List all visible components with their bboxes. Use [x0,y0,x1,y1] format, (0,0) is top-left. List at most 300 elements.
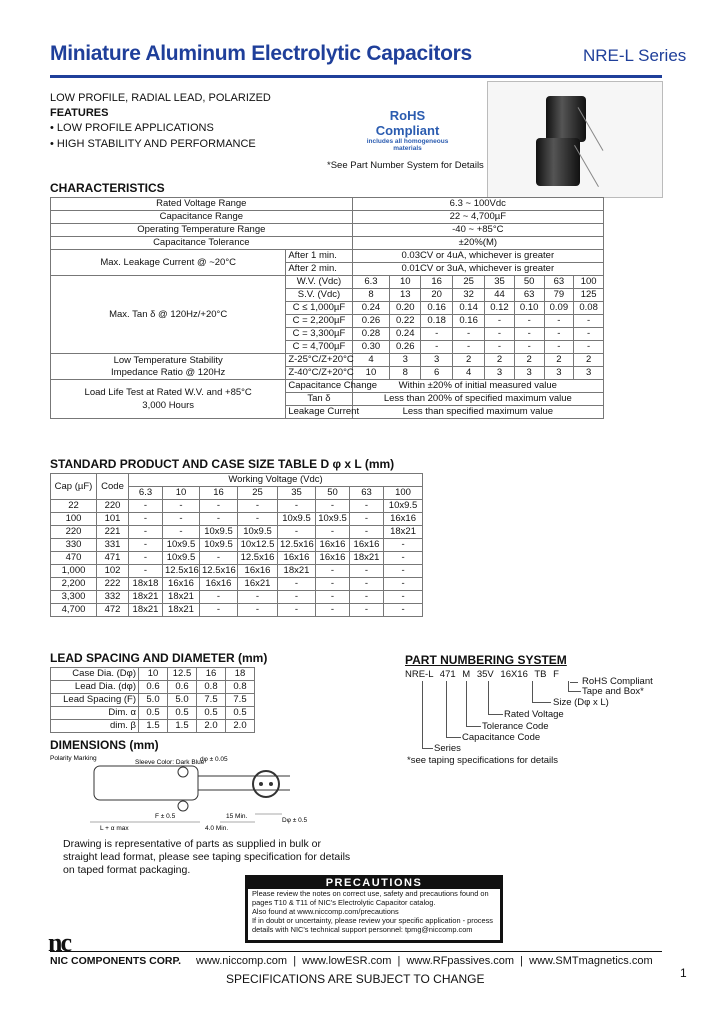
table-cell: - [453,328,485,341]
precautions-line: If in doubt or uncertainty, please review your specific application - process [252,916,493,925]
characteristics-heading: CHARACTERISTICS [50,181,165,195]
table-row [51,224,604,237]
connector-line [488,681,503,715]
capacitor-photo [487,81,663,198]
table-cell: - [350,578,384,591]
table-cell: 5.0 [139,694,168,707]
table-cell: 6.3 [352,276,390,289]
table-cell: 100 [574,276,604,289]
table-cell: - [316,591,350,604]
table-cell: 35 [485,276,515,289]
table-cell: 18 [226,668,255,681]
table-cell: - [163,526,200,539]
table-cell: - [200,500,238,513]
table-cell: 6 [421,367,453,380]
table-cell: 16x16 [278,552,316,565]
table-cell: - [278,604,316,617]
part-number-codes [405,669,559,680]
table-row [51,354,604,367]
table-cell: dim. β [51,720,139,733]
table-cell: - [238,513,278,526]
table-row [51,720,255,733]
table-cell: 16x16 [384,513,423,526]
pn-label: RoHS Compliant [582,676,653,687]
pn-note: *see taping specifications for details [407,755,559,766]
table-cell: - [453,341,485,354]
table-cell: 1,000 [51,565,97,578]
table-cell: 0.8 [226,681,255,694]
table-cell: 221 [97,526,129,539]
capacitor-image [546,96,586,142]
table-cell: - [316,604,350,617]
table-row [51,707,255,720]
table-cell: - [316,500,350,513]
table-cell: 16x16 [238,565,278,578]
table-cell: 0.8 [197,681,226,694]
table-cell: 0.16 [453,315,485,328]
table-row [51,276,604,289]
table-cell: 0.24 [390,328,421,341]
end-view-outline [253,771,279,797]
page-title: Miniature Aluminum Electrolytic Capacitors [50,42,472,65]
table-cell: 50 [514,276,544,289]
table-cell: 10x9.5 [384,500,423,513]
table-cell: - [238,500,278,513]
table-cell: 3 [574,367,604,380]
table-cell: - [278,526,316,539]
table-cell: 0.22 [390,315,421,328]
table-cell: 0.6 [168,681,197,694]
table-cell: Code [97,474,129,500]
table-cell: - [421,341,453,354]
table-cell: - [129,552,163,565]
table-cell: 222 [97,578,129,591]
lead-table [50,667,255,733]
table-cell: 16x16 [200,578,238,591]
title-rule [50,75,662,78]
table-cell: 100 [51,513,97,526]
table-cell: - [316,578,350,591]
lead-hole [269,782,273,786]
table-cell: 2.0 [226,720,255,733]
table-cell: 471 [97,552,129,565]
table-cell: 20 [421,289,453,302]
table-cell: 0.09 [544,302,574,315]
precautions-line: details with NIC's technical support personnel: tpmg@niccomp.com [252,925,473,934]
table-cell: 22 [51,500,97,513]
table-cell: 63 [350,487,384,500]
precautions-line: pages T10 & T11 of NIC's Electrolytic Capacitor catalog. [252,898,436,907]
table-cell: Z-40°C/Z+20°C [286,367,352,380]
rohs-line3: includes all homogeneous materials [366,138,449,152]
lead-table-heading: LEAD SPACING AND DIAMETER (mm) [50,651,268,665]
text-span: TB [534,669,547,680]
table-cell: 50 [316,487,350,500]
table-cell: 0.03CV or 4uA, whichever is greater [352,250,603,263]
capacitor-body-outline [94,766,198,800]
table-cell: 0.5 [139,707,168,720]
table-cell: 7.5 [226,694,255,707]
dim-label: Sleeve Color: Dark Blue [135,759,205,766]
table-cell: 10x12.5 [238,539,278,552]
table-cell: - [129,565,163,578]
table-cell: - [514,328,544,341]
table-cell: 0.30 [352,341,390,354]
table-cell: - [350,565,384,578]
table-cell: 470 [51,552,97,565]
table-cell: 0.20 [390,302,421,315]
table-row [51,578,423,591]
table-cell: 1.5 [139,720,168,733]
table-cell: 8 [390,367,421,380]
rohs-badge [355,108,460,152]
table-cell: C = 2,200µF [286,315,352,328]
table-cell: Working Voltage (Vdc) [129,474,423,487]
table-cell: - [384,591,423,604]
table-row [51,552,423,565]
characteristics-table [50,197,604,419]
table-cell: 0.26 [390,341,421,354]
table-cell: - [574,315,604,328]
table-cell: - [129,526,163,539]
table-cell: - [384,578,423,591]
connector-line [532,681,551,703]
dim-label: 15 Min. [226,813,248,820]
table-cell: - [129,513,163,526]
table-cell: After 1 min. [286,250,352,263]
table-cell: 13 [390,289,421,302]
table-cell: 3 [514,367,544,380]
connector-line [422,681,433,749]
table-cell: 330 [51,539,97,552]
text-span: NRE-L [405,669,434,680]
dim-label: F ± 0.5 [155,813,176,820]
table-cell: - [238,604,278,617]
disclaimer: SPECIFICATIONS ARE SUBJECT TO CHANGE [226,972,485,986]
table-cell: - [350,604,384,617]
table-cell: C = 3,300µF [286,328,352,341]
text-span: 35V [476,669,494,680]
rohs-line2: Compliant [375,123,440,138]
table-cell: - [384,539,423,552]
table-cell: 3 [421,354,453,367]
part-numbering-heading: PART NUMBERING SYSTEM [405,653,567,667]
table-row [51,694,255,707]
lead-hole [259,782,263,786]
pn-label: Rated Voltage [504,709,564,720]
dim-label: L + α max [100,825,129,832]
table-cell: 18x21 [129,591,163,604]
table-cell: 16x16 [316,552,350,565]
table-cell: 0.01CV or 3uA, whichever is greater [352,263,603,276]
table-cell: - [574,341,604,354]
table-cell: 220 [51,526,97,539]
table-cell: ±20%(M) [352,237,603,250]
table-cell: 63 [544,276,574,289]
table-cell: - [163,500,200,513]
dimensions-drawing [50,752,320,834]
table-cell: 12.5x16 [163,565,200,578]
table-cell: 101 [97,513,129,526]
table-cell: 16x21 [238,578,278,591]
table-cell: 16 [200,487,238,500]
text-span: F [553,669,559,680]
company-name: NIC COMPONENTS CORP. [50,955,182,967]
table-cell: 18x21 [129,604,163,617]
table-cell: 220 [97,500,129,513]
table-cell: - [384,552,423,565]
pn-label: Series [434,743,461,754]
table-cell: 10x9.5 [238,526,278,539]
table-cell: 0.5 [226,707,255,720]
table-cell: - [485,328,515,341]
table-cell: - [384,604,423,617]
table-cell: 16x16 [350,539,384,552]
table-cell: 0.26 [352,315,390,328]
table-cell: Z-25°C/Z+20°C [286,354,352,367]
table-cell: 0.10 [514,302,544,315]
dimensions-heading: DIMENSIONS (mm) [50,738,159,752]
table-cell: 63 [514,289,544,302]
table-cell: 18x21 [384,526,423,539]
standard-table-heading: STANDARD PRODUCT AND CASE SIZE TABLE D φ x L (mm) [50,457,395,471]
table-row [51,681,255,694]
company-logo: nc [48,928,70,957]
table-row [51,211,604,224]
text-span: Impedance Ratio @ 120Hz [111,366,226,378]
table-cell: 125 [574,289,604,302]
table-cell: 6.3 [129,487,163,500]
table-cell: 12.5x16 [200,565,238,578]
table-cell: - [316,526,350,539]
table-cell: 100 [384,487,423,500]
table-cell: Leakage Current [286,406,352,419]
table-cell: 2 [574,354,604,367]
table-cell: 2 [453,354,485,367]
table-cell: 10x9.5 [163,539,200,552]
text-span: 16X16 [500,669,528,680]
table-cell: - [200,604,238,617]
table-cell: 0.14 [453,302,485,315]
table-cell: 10 [139,668,168,681]
table-row [51,250,604,263]
table-cell: - [278,591,316,604]
table-cell: - [350,500,384,513]
table-cell: 102 [97,565,129,578]
table-row [51,513,423,526]
table-cell: 0.5 [197,707,226,720]
table-cell: -40 ~ +85°C [352,224,603,237]
table-cell: - [316,565,350,578]
table-cell: - [350,513,384,526]
table-cell: 25 [453,276,485,289]
table-cell: 331 [97,539,129,552]
feature-item: • LOW PROFILE APPLICATIONS [50,122,214,134]
table-cell: 2 [514,354,544,367]
footer-rule [50,951,662,952]
table-cell: 472 [97,604,129,617]
table-row [51,526,423,539]
table-cell: 10x9.5 [316,513,350,526]
feature-item: • HIGH STABILITY AND PERFORMANCE [50,138,256,150]
table-cell: 5.0 [168,694,197,707]
table-cell: 25 [238,487,278,500]
polarity-minus-icon [178,801,188,811]
connector-line [446,681,461,738]
table-cell: 44 [485,289,515,302]
table-cell: - [485,341,515,354]
table-cell: 16x16 [163,578,200,591]
table-cell: Capacitance Change [286,380,352,393]
table-cell: Case Dia. (Dφ) [51,668,139,681]
series-name: NRE-L Series [583,46,687,65]
table-cell: 10 [352,367,390,380]
table-cell: - [200,513,238,526]
text-span: 3,000 Hours [142,400,195,411]
precautions-line: Please review the notes on correct use, safety and precautions found on [252,889,489,898]
table-row [51,539,423,552]
table-row [51,237,604,250]
text-span: Load Life Test at Rated W.V. and +85°C [84,387,252,398]
table-cell: C ≤ 1,000µF [286,302,352,315]
dim-label: 4.0 Min. [205,825,229,832]
page-number: 1 [680,966,687,980]
table-cell [51,380,286,419]
table-cell: 2 [485,354,515,367]
table-cell: Capacitance Tolerance [51,237,353,250]
table-row [51,668,255,681]
table-cell [51,354,286,380]
table-cell: Cap (µF) [51,474,97,500]
table-cell: 16x16 [316,539,350,552]
table-cell: Within ±20% of initial measured value [352,380,603,393]
table-cell: - [163,513,200,526]
table-cell: Dim. α [51,707,139,720]
table-cell: 10x9.5 [200,526,238,539]
table-row [51,198,604,211]
table-row [51,380,604,393]
table-cell: 18x21 [278,565,316,578]
dim-label: dφ ± 0.05 [200,756,228,763]
table-cell: 16 [421,276,453,289]
dimensions-note: Drawing is representative of parts as supplied in bulk or straight lead format, please see taping specification for details on taped format packaging. [63,838,351,876]
table-row [51,591,423,604]
table-cell: 0.12 [485,302,515,315]
features-heading: FEATURES [50,107,109,119]
table-cell: - [129,539,163,552]
table-cell: - [384,565,423,578]
table-cell: Lead Spacing (F) [51,694,139,707]
pn-label: Capacitance Code [462,732,541,743]
dim-label: Dφ ± 0.5 [282,817,308,824]
pn-label: Tape and Box* [582,686,644,697]
table-cell: 332 [97,591,129,604]
table-cell: 1.5 [168,720,197,733]
text-span: M [462,669,471,680]
rohs-note: *See Part Number System for Details [327,160,484,171]
table-cell: Max. Leakage Current @ ~20°C [51,250,286,276]
table-cell: 3 [544,367,574,380]
table-cell: 3 [485,367,515,380]
table-cell: - [350,591,384,604]
table-cell: - [544,328,574,341]
connector-line [568,681,581,692]
table-cell: - [129,500,163,513]
table-cell: Lead Dia. (dφ) [51,681,139,694]
table-cell: 8 [352,289,390,302]
table-cell: - [278,578,316,591]
table-cell: 12.5x16 [278,539,316,552]
table-cell: 0.24 [352,302,390,315]
table-cell: C = 4,700µF [286,341,352,354]
table-cell: 0.16 [421,302,453,315]
table-cell: 10 [163,487,200,500]
table-cell: 3,300 [51,591,97,604]
pn-label: Tolerance Code [482,721,549,732]
table-cell: Less than specified maximum value [352,406,603,419]
table-cell: 18x18 [129,578,163,591]
precautions-line: Also found at www.niccomp.com/precautions [252,907,399,916]
table-cell: 32 [453,289,485,302]
table-cell: - [485,315,515,328]
table-cell: - [238,591,278,604]
table-cell: 2,200 [51,578,97,591]
table-header-row [51,474,423,487]
table-cell: 4 [352,354,390,367]
table-cell: Max. Tan δ @ 120Hz/+20°C [51,276,286,354]
table-cell: - [544,315,574,328]
table-cell: 16 [197,668,226,681]
table-cell: 10 [390,276,421,289]
table-cell: Capacitance Range [51,211,353,224]
connector-line [466,681,481,727]
rohs-line1: RoHS [389,108,426,123]
table-cell: 79 [544,289,574,302]
table-row [51,565,423,578]
table-cell: - [574,328,604,341]
table-row [51,500,423,513]
pn-label: Size (Dφ x L) [553,697,609,708]
table-cell: Tan δ [286,393,352,406]
table-cell: 22 ~ 4,700µF [352,211,603,224]
subtitle: LOW PROFILE, RADIAL LEAD, POLARIZED [50,92,271,104]
table-cell: 10x9.5 [163,552,200,565]
table-cell: 2 [544,354,574,367]
table-cell: 0.18 [421,315,453,328]
table-cell: - [514,341,544,354]
precautions-box [245,875,503,943]
table-cell: 10x9.5 [200,539,238,552]
table-cell: S.V. (Vdc) [286,289,352,302]
table-cell: After 2 min. [286,263,352,276]
table-cell: W.V. (Vdc) [286,276,352,289]
table-cell: Less than 200% of specified maximum value [352,393,603,406]
table-cell: - [278,500,316,513]
table-cell: Operating Temperature Range [51,224,353,237]
precautions-title: PRECAUTIONS [248,878,500,889]
table-cell: 4,700 [51,604,97,617]
table-cell: 4 [453,367,485,380]
table-cell: 3 [390,354,421,367]
table-cell: 12.5x16 [238,552,278,565]
table-cell: - [350,526,384,539]
dim-label: Polarity Marking [50,755,97,762]
table-cell: - [200,552,238,565]
footer-sites: www.niccomp.com | www.lowESR.com | www.RFpassives.com | www.SMTmagnetics.com [196,955,653,967]
table-cell: 2.0 [197,720,226,733]
table-cell: 0.08 [574,302,604,315]
table-cell: 18x21 [163,591,200,604]
